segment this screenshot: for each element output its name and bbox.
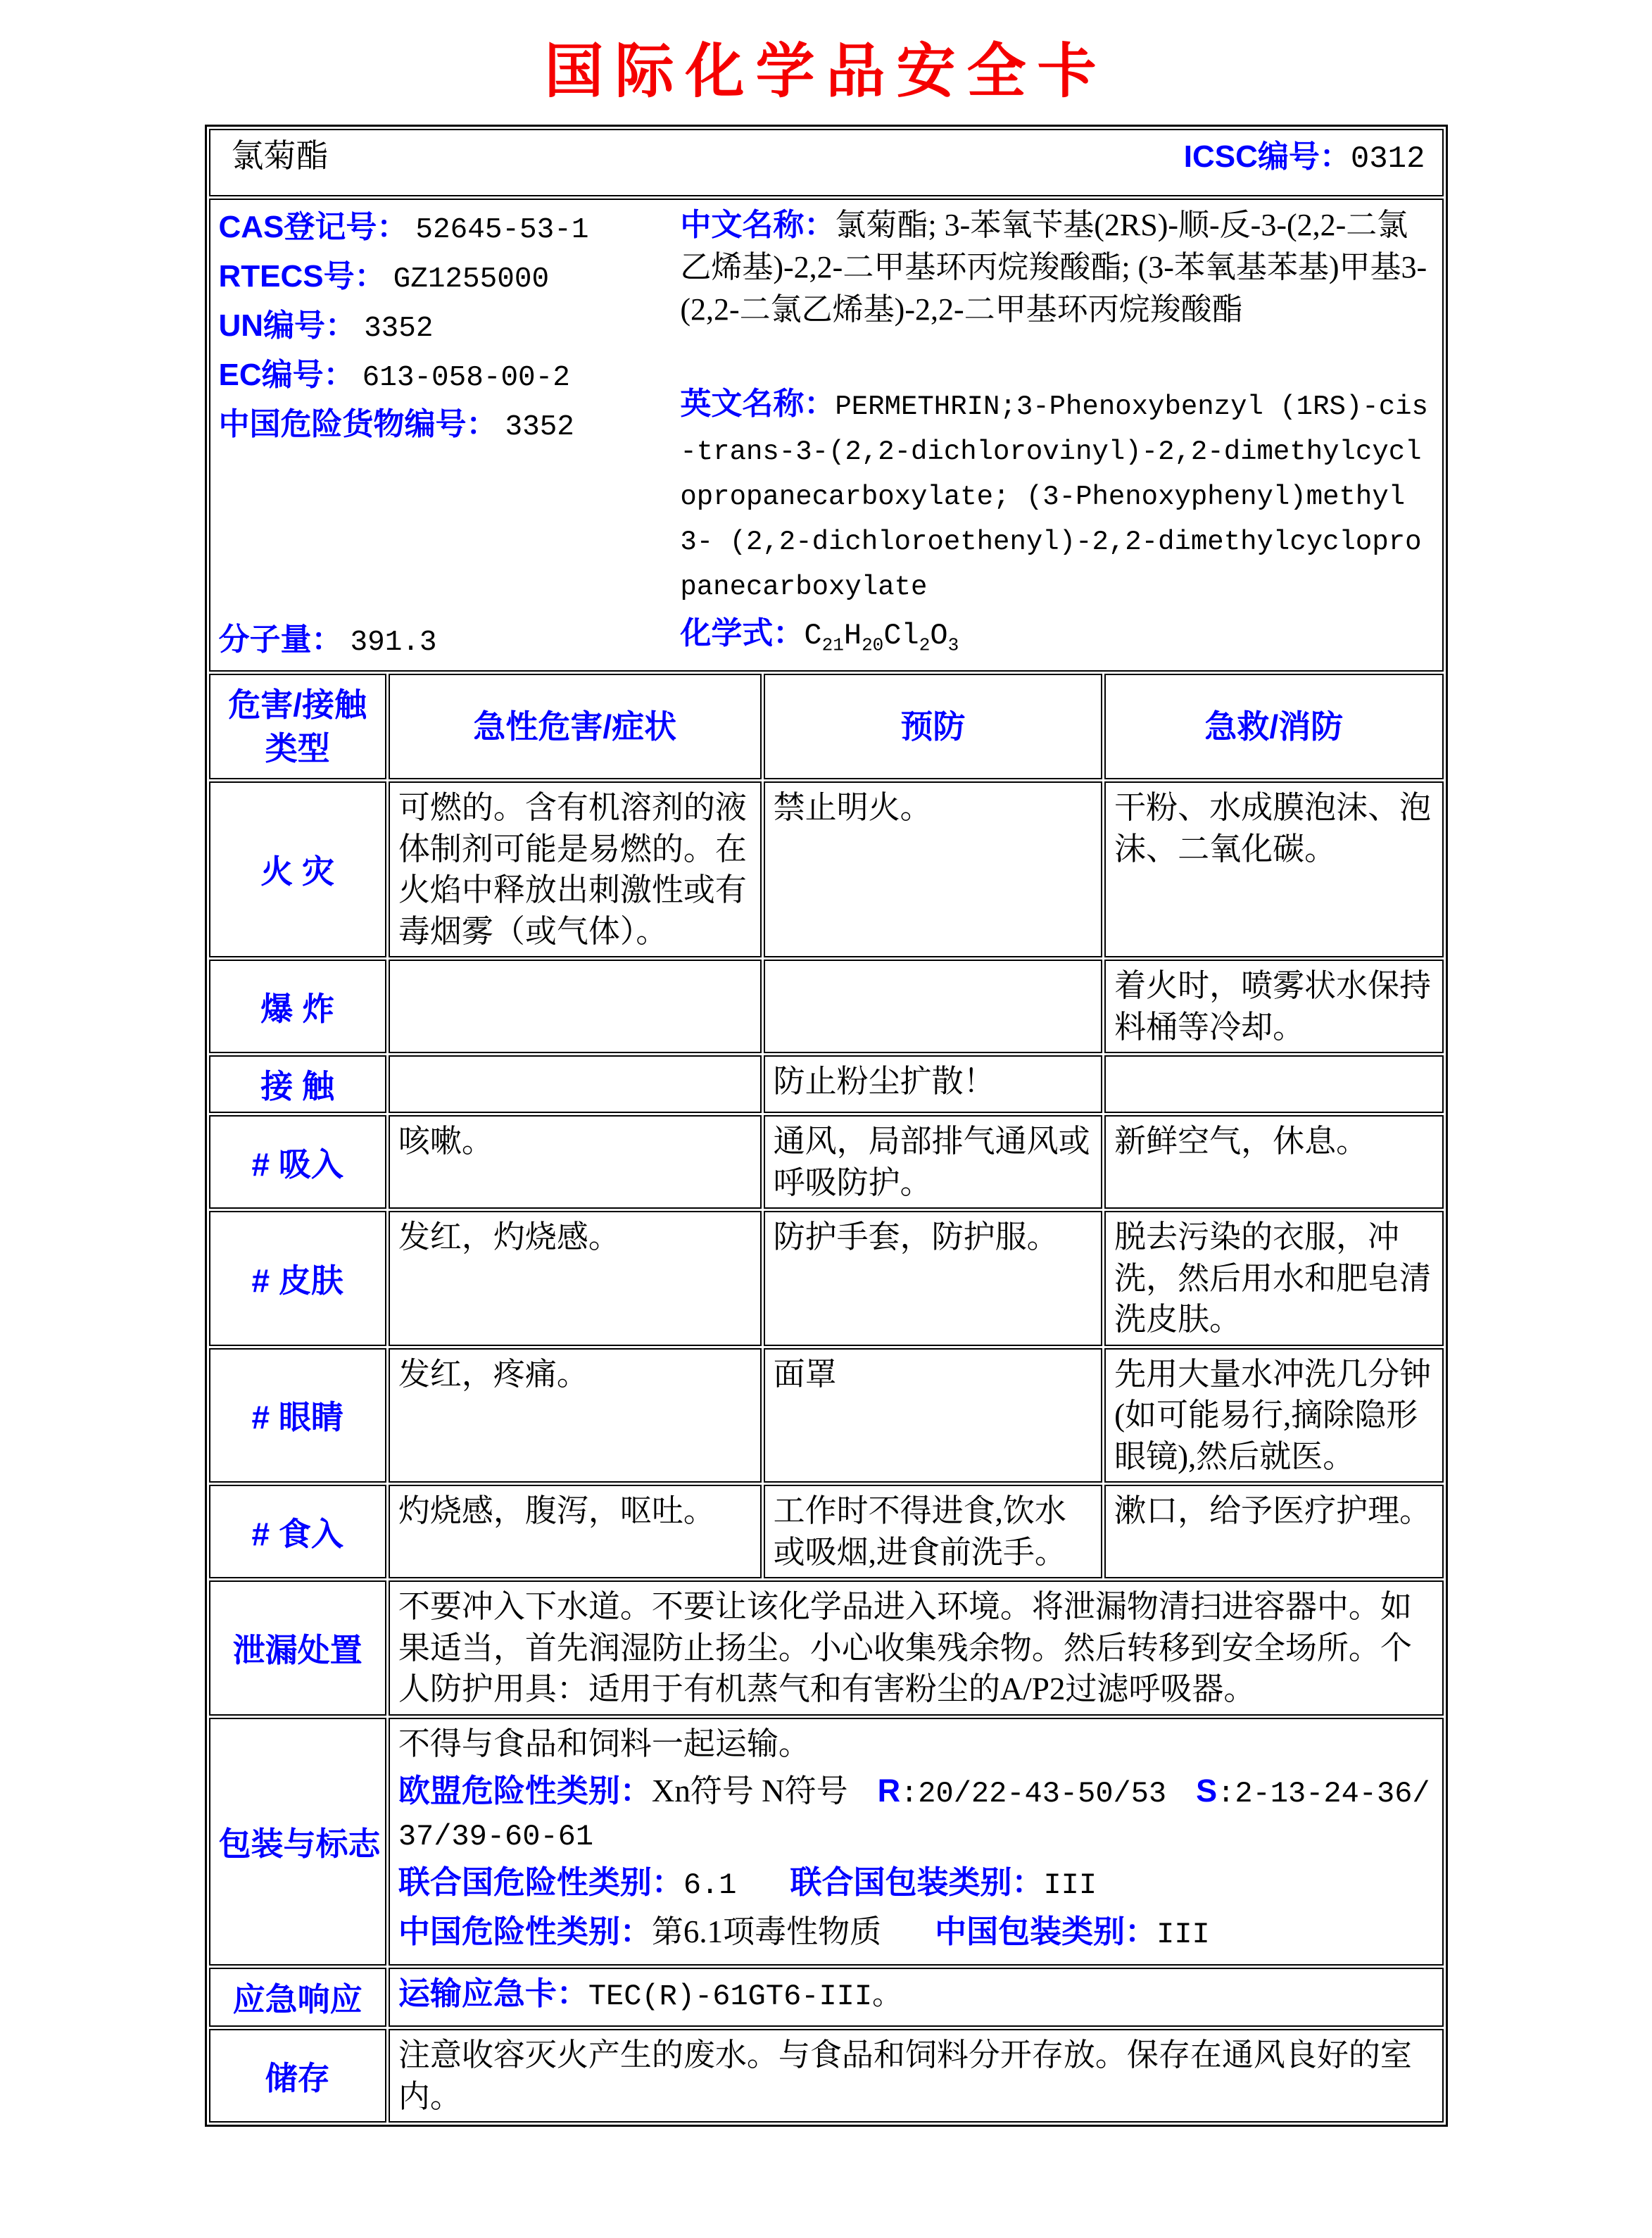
skin-prevention: 防护手套，防护服。: [764, 1211, 1102, 1346]
exposure-prevention: 防止粉尘扩散！: [764, 1055, 1102, 1113]
inhalation-symptoms: 咳嗽。: [389, 1115, 762, 1209]
registry-number-list: [219, 204, 681, 451]
identifiers-cell: [209, 199, 1444, 672]
chinese-name: 中文名称：氯菊酯; 3-苯氧苄基(2RS)-顺-反-3-(2,2-二氯乙烯基)-2,2-二甲基环丙烷羧酸酯; (3-苯氧基苯基)甲基3-(2,2-二氯乙烯基)-2,2-二甲基环丙烷羧酸酯: [680, 208, 1427, 327]
un-hazard-class: 6.1: [683, 1868, 737, 1903]
explosion-first-aid: 着火时，喷雾状水保持料桶等冷却。: [1104, 960, 1443, 1053]
skin-symptoms: 发红，灼烧感。: [389, 1211, 762, 1346]
transport-emergency-card-label: 运输应急卡：: [398, 1975, 588, 2012]
cn-class-line: 中国危险性类别：第6.1项毒性物质 中国包装类别：III: [398, 1913, 1210, 1951]
cn-hazard-class: 第6.1项毒性物质: [651, 1913, 882, 1949]
page-title: 国际化学品安全卡: [544, 39, 1108, 105]
inhalation-prevention: 通风，局部排气通风或呼吸防护。: [764, 1115, 1102, 1209]
row-label-ingestion: # 食入: [209, 1485, 386, 1578]
identifiers-row: [209, 199, 1444, 672]
s-phrases-key: S: [1196, 1773, 1218, 1809]
registry-numbers: [219, 204, 681, 666]
hazard-row-inhalation: [209, 1115, 1444, 1209]
header-prevention: 预防: [764, 674, 1102, 779]
row-label-skin: # 皮肤: [209, 1211, 386, 1346]
packaging-transport-note: 不得与食品和饲料一起运输。: [398, 1725, 810, 1761]
chemical-name: 氯菊酯: [231, 138, 329, 174]
row-label-explosion: 爆 炸: [209, 960, 386, 1053]
section-row-emergency: [209, 1968, 1444, 2027]
cn-packing-group: III: [1156, 1917, 1210, 1951]
hazard-header-row: [209, 674, 1444, 779]
ingestion-prevention: 工作时不得进食,饮水或吸烟,进食前洗手。: [764, 1485, 1102, 1578]
eyes-first-aid: 先用大量水冲洗几分钟(如可能易行,摘除隐形眼镜),然后就医。: [1104, 1348, 1443, 1483]
packaging-content: [389, 1718, 1444, 1966]
s-phrases-value: :2-13-24-36/37/39-60-61: [398, 1777, 1430, 1854]
rtecs-number: RTECS号： GZ1255000: [218, 259, 550, 296]
exposure-first-aid: [1104, 1055, 1443, 1113]
eu-hazard-class-line: 欧盟危险性类别：Xn符号 N符号 R:20/22-43-50/53 S:2-13-24-36/37/39-60-61: [398, 1773, 1430, 1854]
icsc-number-label: ICSC编号：: [1183, 139, 1351, 174]
hazard-row-exposure: [209, 1055, 1444, 1113]
hazard-row-explosion: [209, 960, 1444, 1053]
icsc-card: [205, 125, 1448, 2127]
section-row-spill: [209, 1580, 1444, 1716]
exposure-symptoms: [389, 1055, 762, 1113]
eu-symbols: Xn符号 N符号: [651, 1773, 848, 1809]
name-paragraphs: [680, 204, 1433, 608]
english-name: 英文名称：PERMETHRIN;3-Phenoxybenzyl (1RS)-cis-trans-3-(2,2-dichlorovinyl)-2,2-dimethylcyclopropanecarboxylate; (3-Phenoxyphenyl)methyl 3- (2,2-dichloroethenyl)-2,2-dimethylcyclopropanecarboxylate: [680, 386, 1428, 603]
chemical-formula: 化学式：$C_{21}H_{20}Cl_2O_3$: [680, 615, 959, 655]
row-label-fire: 火 灾: [209, 781, 386, 957]
fire-first-aid: 干粉、水成膜泡沫、泡沫、二氧化碳。: [1104, 781, 1443, 957]
chinese-name-text: 氯菊酯; 3-苯氧苄基(2RS)-顺-反-3-(2,2-二氯乙烯基)-2,2-二甲基环丙烷羧酸酯; (3-苯氧基苯基)甲基3-(2,2-二氯乙烯基)-2,2-二甲基环丙烷羧酸酯: [680, 208, 1427, 327]
hazard-row-eyes: [209, 1348, 1444, 1483]
hazard-row-fire: [209, 781, 1444, 957]
row-label-exposure: 接 触: [209, 1055, 386, 1113]
eyes-symptoms: 发红，疼痛。: [389, 1348, 762, 1483]
china-dangerous-goods-number: 中国危险货物编号： 3352: [218, 407, 574, 444]
fire-prevention: 禁止明火。: [764, 781, 1102, 957]
hazard-row-ingestion: [209, 1485, 1444, 1578]
explosion-prevention: [764, 960, 1102, 1053]
un-class-line: 联合国危险性类别：6.1 联合国包装类别：III: [398, 1864, 1097, 1903]
eyes-prevention: 面罩: [764, 1348, 1102, 1483]
un-number: UN编号： 3352: [218, 308, 434, 345]
row-label-packaging: 包装与标志: [209, 1718, 386, 1966]
chemical-formula-text: $C_{21}H_{20}Cl_2O_3$: [804, 618, 959, 655]
header-first-aid: 急救/消防: [1104, 674, 1443, 779]
chemical-names: [680, 204, 1433, 666]
explosion-symptoms: [389, 960, 762, 1053]
hazard-row-skin: [209, 1211, 1444, 1346]
icsc-number-value: 0312: [1350, 141, 1425, 177]
un-packing-group: III: [1043, 1868, 1097, 1903]
storage-content: 注意收容灭火产生的废水。与食品和饲料分开存放。保存在通风良好的室内。: [389, 2029, 1444, 2123]
chemical-name-row: [209, 129, 1444, 196]
skin-first-aid: 脱去污染的衣服，冲洗，然后用水和肥皂清洗皮肤。: [1104, 1211, 1443, 1346]
spill-content: 不要冲入下水道。不要让该化学品进入环境。将泄漏物清扫进容器中。如果适当，首先润湿防止扬尘。小心收集残余物。然后转移到安全场所。个人防护用具：适用于有机蒸气和有害粉尘的A/P2过滤呼吸器。: [389, 1580, 1444, 1716]
cas-number: CAS登记号： 52645-53-1: [218, 210, 589, 246]
row-label-inhalation: # 吸入: [209, 1115, 386, 1209]
row-label-storage: 储存: [209, 2029, 386, 2123]
ingestion-first-aid: 漱口，给予医疗护理。: [1104, 1485, 1443, 1578]
chemical-name-cell: [209, 129, 1444, 196]
ec-number: EC编号： 613-058-00-2: [218, 358, 570, 394]
icsc-number: [1184, 131, 1432, 177]
row-label-emergency: 应急响应: [209, 1968, 386, 2027]
section-row-packaging: [209, 1718, 1444, 1966]
section-row-storage: [209, 2029, 1444, 2123]
row-label-spill: 泄漏处置: [209, 1580, 386, 1716]
english-name-text: PERMETHRIN;3-Phenoxybenzyl (1RS)-cis-trans-3-(2,2-dichlorovinyl)-2,2-dimethylcyclopropanecarboxylate; (3-Phenoxyphenyl)methyl 3- (2,2-dichloroethenyl)-2,2-dimethylcyclopropanecarboxylate: [680, 391, 1428, 603]
header-hazard-type: 危害/接触类型: [209, 674, 386, 779]
inhalation-first-aid: 新鲜空气，休息。: [1104, 1115, 1443, 1209]
header-acute-symptoms: 急性危害/症状: [389, 674, 762, 779]
transport-emergency-card-value: TEC(R)-61GT6-III。: [588, 1980, 902, 2014]
ingestion-symptoms: 灼烧感，腹泻，呕吐。: [389, 1485, 762, 1578]
fire-symptoms: 可燃的。含有机溶剂的液体制剂可能是易燃的。在火焰中释放出刺激性或有毒烟雾（或气体）。: [389, 781, 762, 957]
emergency-content: [389, 1968, 1444, 2027]
row-label-eyes: # 眼睛: [209, 1348, 386, 1483]
molecular-weight: 分子量： 391.3: [218, 622, 437, 659]
r-phrases-value: :20/22-43-50/53: [900, 1777, 1167, 1811]
r-phrases-key: R: [877, 1773, 901, 1809]
